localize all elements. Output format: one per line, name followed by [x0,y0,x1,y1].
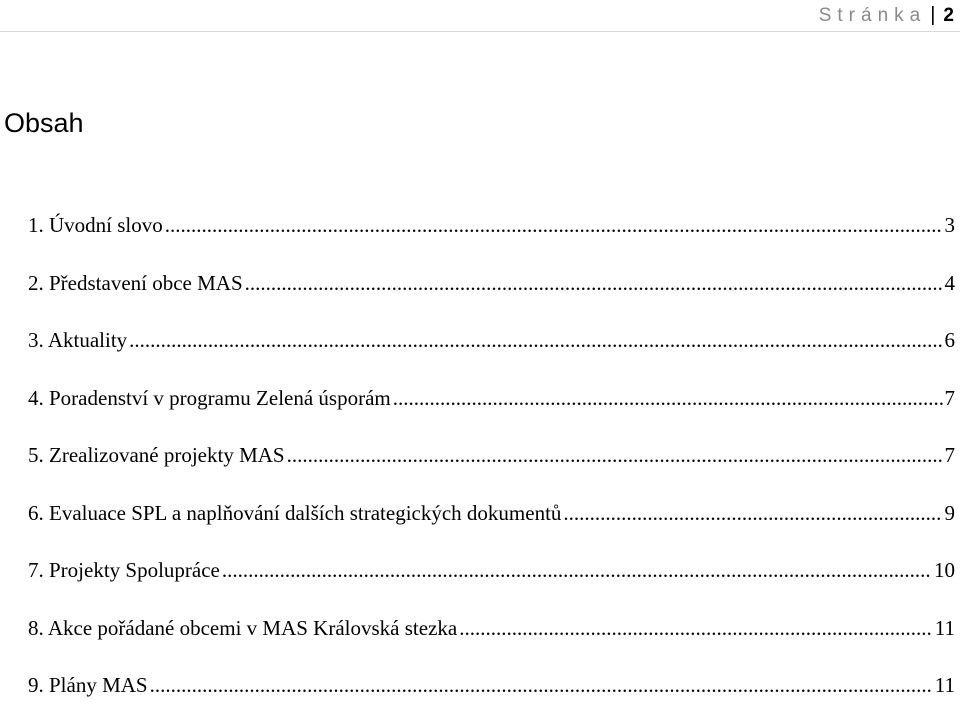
toc-entry-8[interactable] [28,608,955,666]
toc-entry-page[interactable]: 3 [944,213,955,237]
toc-entry-page[interactable]: 4 [944,270,955,295]
toc-entry-4[interactable] [28,378,955,436]
toc-entry-1[interactable] [28,205,955,263]
toc-entry-page[interactable]: 10 [934,558,955,582]
toc-leader-dots [222,550,932,590]
page-word: Stránka [818,4,927,26]
toc-entry-label[interactable]: 1. Úvodní slovo [28,213,163,237]
toc-entry-page[interactable]: 11 [934,673,955,697]
toc-entry-page[interactable]: 9 [944,500,955,525]
toc-leader-dots [165,205,943,245]
toc-entry-label[interactable]: 8. Akce pořádané obcemi v MAS Královská stezka [28,615,458,640]
toc-leader-dots [563,493,942,533]
toc-entry-label[interactable]: 6. Evaluace SPL a naplňování dalších strategických dokumentů [28,500,562,525]
toc-entry-label[interactable]: 3. Aktuality [28,328,128,352]
toc-leader-dots [150,665,933,705]
page-header [0,0,960,32]
toc-entry-3[interactable] [28,320,955,378]
toc-title: Obsah [4,108,84,138]
toc-entry-5[interactable] [28,435,955,493]
toc-entry-2[interactable] [28,263,955,321]
toc-entry-page[interactable]: 6 [944,328,955,352]
toc-leader-dots [129,320,942,360]
toc-entry-label[interactable]: 7. Projekty Spolupráce [28,558,220,582]
page-number: 2 [943,4,954,26]
toc-entry-label[interactable]: 4. Poradenství v programu Zelená úsporám [28,385,391,410]
toc-entry-label[interactable]: 9. Plány MAS [28,673,148,697]
toc-entry-label[interactable]: 2. Představení obce MAS [28,270,243,295]
toc-list [28,205,955,723]
toc-entry-page[interactable]: 7 [944,443,955,467]
toc-leader-dots [459,608,933,648]
toc-leader-dots [287,435,943,475]
toc-entry-page[interactable]: 7 [944,385,955,410]
toc-entry-label[interactable]: 5. Zrealizované projekty MAS [28,443,285,467]
toc-leader-dots [245,263,943,303]
header-separator: | [930,4,936,26]
toc-leader-dots [393,378,943,418]
toc-entry-9[interactable] [28,665,955,723]
toc-entry-7[interactable] [28,550,955,608]
toc-entry-page[interactable]: 11 [934,615,955,640]
toc-entry-6[interactable] [28,493,955,551]
